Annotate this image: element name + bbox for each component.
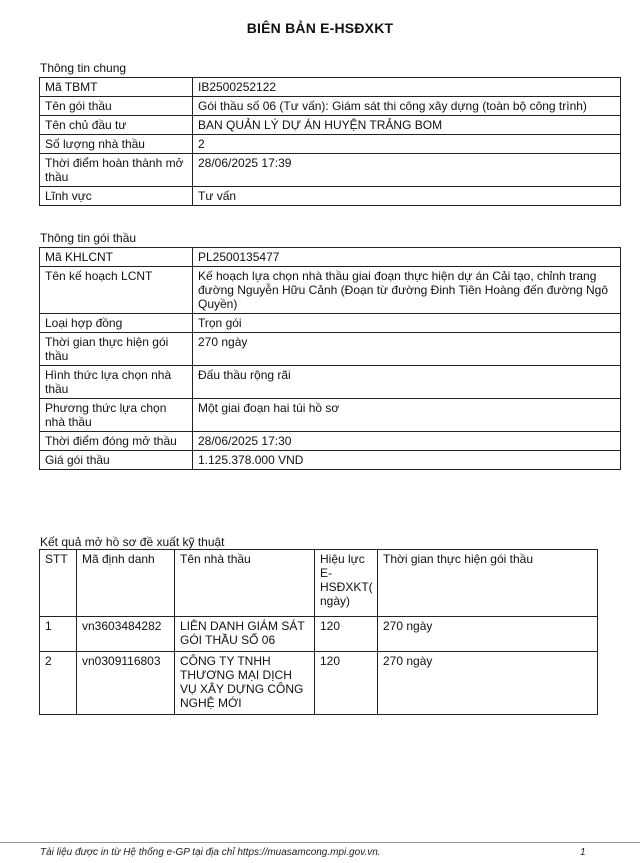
header-duration: Thời gian thực hiện gói thầu — [378, 550, 598, 617]
row-label: Số lượng nhà thầu — [40, 135, 193, 154]
row-value: 28/06/2025 17:39 — [193, 154, 621, 187]
cell-id: vn0309116803 — [77, 652, 175, 715]
table-row — [40, 248, 621, 267]
row-label: Loại hợp đồng — [40, 314, 193, 333]
page-number: 1 — [580, 847, 586, 858]
table-row — [40, 314, 621, 333]
row-label: Mã TBMT — [40, 78, 193, 97]
row-label: Hình thức lựa chọn nhà thầu — [40, 366, 193, 399]
table-row — [40, 135, 621, 154]
row-value: Một giai đoạn hai túi hồ sơ — [193, 399, 621, 432]
table-row — [40, 116, 621, 135]
row-label: Thời điểm hoàn thành mở thầu — [40, 154, 193, 187]
row-value: PL2500135477 — [193, 248, 621, 267]
row-label: Mã KHLCNT — [40, 248, 193, 267]
row-label: Lĩnh vực — [40, 187, 193, 206]
cell-stt: 1 — [40, 617, 77, 652]
row-value: Tư vấn — [193, 187, 621, 206]
table-row — [40, 652, 598, 715]
row-label: Tên kế hoạch LCNT — [40, 267, 193, 314]
row-value: 2 — [193, 135, 621, 154]
row-value: Trọn gói — [193, 314, 621, 333]
table-header-row — [40, 550, 598, 617]
table-row — [40, 432, 621, 451]
row-value: IB2500252122 — [193, 78, 621, 97]
cell-validity: 120 — [315, 652, 378, 715]
row-label: Thời gian thực hiện gói thầu — [40, 333, 193, 366]
general-info-table — [39, 77, 621, 206]
table-row — [40, 78, 621, 97]
row-label: Phương thức lựa chọn nhà thầu — [40, 399, 193, 432]
row-value: 28/06/2025 17:30 — [193, 432, 621, 451]
row-label: Tên chủ đầu tư — [40, 116, 193, 135]
header-name: Tên nhà thầu — [175, 550, 315, 617]
section-title-result: Kết quả mở hồ sơ đề xuất kỹ thuật — [40, 535, 225, 549]
row-value: Kế hoạch lựa chọn nhà thầu giai đoạn thực hiện dự án Cải tạo, chỉnh trang đường Nguyễn Hữu Cảnh (Đoạn từ đường Đinh Tiên Hoàng đến đường Ngô Quyền) — [193, 267, 621, 314]
section-title-general: Thông tin chung — [40, 61, 127, 75]
document-title: BIÊN BẢN E-HSĐXKT — [246, 20, 394, 36]
cell-name: CÔNG TY TNHH THƯƠNG MẠI DỊCH VỤ XÂY DỰNG CÔNG NGHỆ MỚI — [175, 652, 315, 715]
row-value: Gói thầu số 06 (Tư vấn): Giám sát thi công xây dựng (toàn bộ công trình) — [193, 97, 621, 116]
section-title-package: Thông tin gói thầu — [40, 231, 137, 245]
footer-divider — [0, 842, 640, 843]
cell-id: vn3603484282 — [77, 617, 175, 652]
package-info-table — [39, 247, 621, 470]
header-id: Mã định danh — [77, 550, 175, 617]
footer-text: Tài liệu được in từ Hệ thống e-GP tại địa chỉ https://muasamcong.mpi.gov.vn. — [40, 847, 381, 858]
row-label: Thời điểm đóng mở thầu — [40, 432, 193, 451]
row-value: BAN QUẢN LÝ DỰ ÁN HUYỆN TRẢNG BOM — [193, 116, 621, 135]
table-row — [40, 267, 621, 314]
table-row — [40, 366, 621, 399]
row-value: Đấu thầu rộng rãi — [193, 366, 621, 399]
table-row — [40, 333, 621, 366]
header-stt: STT — [40, 550, 77, 617]
header-validity: Hiệu lực E-HSĐXKT( ngày) — [315, 550, 378, 617]
row-label: Tên gói thầu — [40, 97, 193, 116]
cell-duration: 270 ngày — [378, 652, 598, 715]
cell-duration: 270 ngày — [378, 617, 598, 652]
cell-validity: 120 — [315, 617, 378, 652]
table-row — [40, 154, 621, 187]
result-table — [39, 549, 598, 715]
table-row — [40, 451, 621, 470]
row-label: Giá gói thầu — [40, 451, 193, 470]
row-value: 270 ngày — [193, 333, 621, 366]
table-row — [40, 187, 621, 206]
table-row — [40, 399, 621, 432]
cell-name: LIÊN DANH GIÁM SÁT GÓI THẦU SỐ 06 — [175, 617, 315, 652]
table-row — [40, 617, 598, 652]
cell-stt: 2 — [40, 652, 77, 715]
table-row — [40, 97, 621, 116]
row-value: 1.125.378.000 VND — [193, 451, 621, 470]
